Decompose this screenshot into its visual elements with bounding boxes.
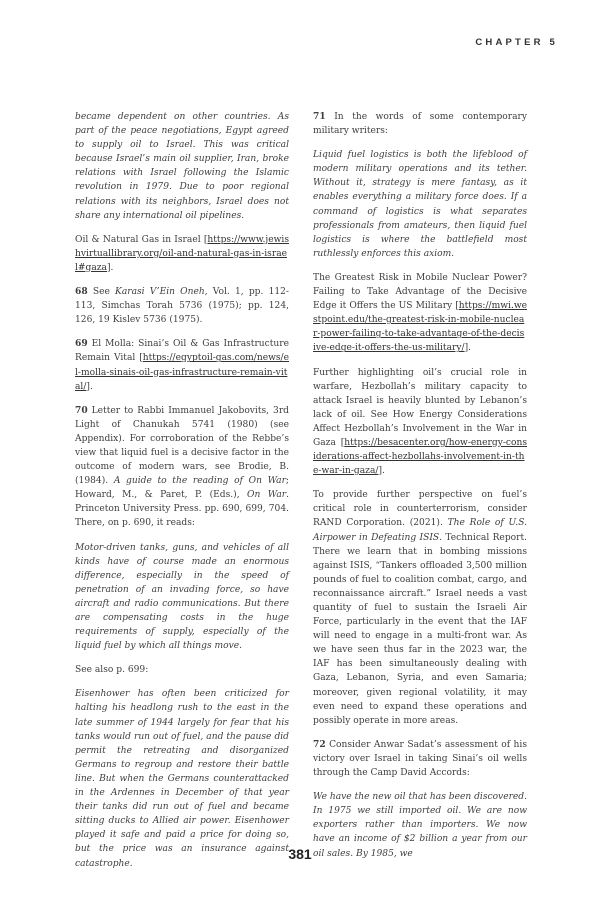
text: . Technical Report. There we learn that in bombing missions against ISIS, “Tankers offloaded 3,500 million pounds of fuel to coalition combat, cargo, and reconnaissance aircraft.” Israel needs a vast quantity of fuel to sustain the Israeli Air Force, particularly in the event that the IAF will need to engage in a multi-front war. As we have seen thus far in the 2023 war, the IAF has been simultaneously dealing with Gaza, Lebanon, Syria, and even Samaria; moreover, given regional volatility, it may even need to expand these operations and possibly operate in more areas.: [313, 532, 528, 726]
text: To provide further perspective on fuel’s critical role in counterterrorism, consider RAND Corporation. (2021).: [313, 490, 527, 529]
text: , Vol. 1, pp. 112-113, Simchas Torah 5736 (1975); pp. 124, 126, 19 Kislev 5736 (1975).: [75, 287, 289, 326]
italic-text: A guide to the reading of On War: [113, 476, 286, 487]
italic-text: Liquid fuel logistics is both the lifeblood of modern military operations and its tether. Without it, strategy is mere fantasy, as it enables everything a military force does. If a command of logistics is what separates professionals from amateurs, then liquid fuel logistics is where the battlefield most ruthlessly enforces this axiom.: [313, 150, 527, 259]
footnote-number: 69: [75, 338, 88, 350]
text: Further highlighting oil’s crucial role in warfare, Hezbollah’s military capacity to attack Israel is heavily blunted by Lebanon’s lack of oil. See How Energy Considerations Affect Hezbollah’s Involvement in the War in Gaza [: [313, 367, 527, 448]
footnote-paragraph: [75, 285, 289, 327]
text: In the words of some contemporary military writers:: [313, 112, 527, 137]
italic-text: Karasi V’Ein Oneh: [115, 287, 205, 298]
footnote-paragraph: [313, 110, 527, 138]
italic-text: Motor-driven tanks, guns, and vehicles of all kinds have of course made an enormous difference, especially in the speed of penetration of an invading force, so have aircraft and radio communications. But there are compensating costs in the huge requirements of supply, especially of the liquid fuel by which all things move.: [75, 542, 289, 652]
text: ].: [86, 381, 93, 392]
footnote-paragraph: [75, 687, 289, 870]
footnote-paragraph: [313, 148, 527, 261]
footnote-number: 72: [313, 738, 326, 750]
footnote-paragraph: [75, 337, 289, 393]
text: See also p. 699:: [75, 665, 149, 676]
text: Letter to Rabbi Immanuel Jakobovits, 3rd Light of Chanukah 5741 (1980) (see Appendix). For corroboration of the Rebbe’s view that liquid fuel is a decisive factor in the outcome of modern wars, see Brodie, B. (1984).: [75, 405, 289, 487]
link[interactable]: https://mwi.westpoint.edu/the-greatest-risk-in-mobile-nuclear-power-failing-to-take-advantage-of-the-decisive-edge-it-offers-the-us-military/: [313, 301, 527, 354]
chapter-header: CHAPTER 5: [475, 37, 558, 48]
link[interactable]: https://egyptoil-gas.com/news/el-molla-sinais-oil-gas-infrastructure-remain-vital/: [75, 353, 289, 392]
text: Oil & Natural Gas in Israel [: [75, 234, 208, 245]
footnote-paragraph: [75, 541, 289, 654]
text: . Princeton University Press. pp. 690, 699, 704. There, on p. 690, it reads:: [75, 490, 290, 529]
footnote-number: 68: [75, 286, 88, 298]
italic-text: On War: [247, 490, 287, 501]
link[interactable]: https://www.jewishvirtuallibrary.org/oil-and-natural-gas-in-israel#gaza: [75, 234, 289, 273]
footnote-paragraph: [313, 366, 527, 479]
text: See: [87, 287, 116, 298]
italic-text: Eisenhower has often been criticized for halting his headlong rush to the east in the late summer of 1944 largely for fear that his tanks would run out of fuel, and the pause did permit the retreating and disorganized Germans to regroup and restore their battle line. But when the Germans counterattacked in the Ardennes in December of that year their tanks did run out of fuel and became sitting ducks to Allied air power. Eisenhower played it safe and paid a price for doing so, but the price was an insurance against catastrophe.: [75, 689, 289, 869]
text: The Greatest Risk in Mobile Nuclear Power? Failing to Take Advantage of the Decisive Edge it Offers the US Military [: [313, 272, 527, 312]
footnote-paragraph: [313, 271, 527, 356]
footnote-paragraph: [75, 233, 289, 275]
right-column: [313, 110, 527, 871]
footnote-paragraph: [313, 488, 527, 728]
footnote-number: 71: [313, 111, 326, 122]
footnote-number: 70: [75, 404, 88, 416]
text: ].: [464, 343, 472, 354]
italic-text: We have the new oil that has been discovered. In 1975 we still imported oil. We are now exporters rather than importers. We now have an income of $2 billion a year from our oil sales. By 1985, we: [313, 792, 528, 859]
footnote-paragraph: [75, 404, 289, 531]
footnote-paragraph: [75, 110, 289, 223]
italic-text: became dependent on other countries. As part of the peace negotiations, Egypt agreed to supply oil to Israel. This was critical because Israel’s main oil supplier, Iran, broke relations with Israel following the Islamic revolution in 1979. Due to poor regional relations with its neighbors, Israel does not share any international oil pipelines.: [75, 112, 289, 221]
text: El Molla: Sinai’s Oil & Gas Infrastructure Remain Vital [: [75, 339, 289, 364]
text: Consider Anwar Sadat’s assessment of his victory over Israel in taking Sinai’s oil wells through the Camp David Accords:: [313, 739, 527, 779]
left-column: [75, 110, 289, 881]
page-number: 381: [288, 846, 312, 862]
footnote-paragraph: [75, 663, 289, 677]
footnote-paragraph: [313, 738, 527, 780]
text: ; Howard, M., & Paret, P. (Eds.),: [75, 476, 289, 501]
text: ].: [106, 262, 114, 273]
italic-text: The Role of U.S. Airpower in Defeating ISIS: [313, 518, 527, 543]
text: ].: [378, 466, 385, 477]
link[interactable]: https://besacenter.org/how-energy-considerations-affect-hezbollahs-involvement-in-the-war-in-gaza/: [313, 437, 527, 477]
